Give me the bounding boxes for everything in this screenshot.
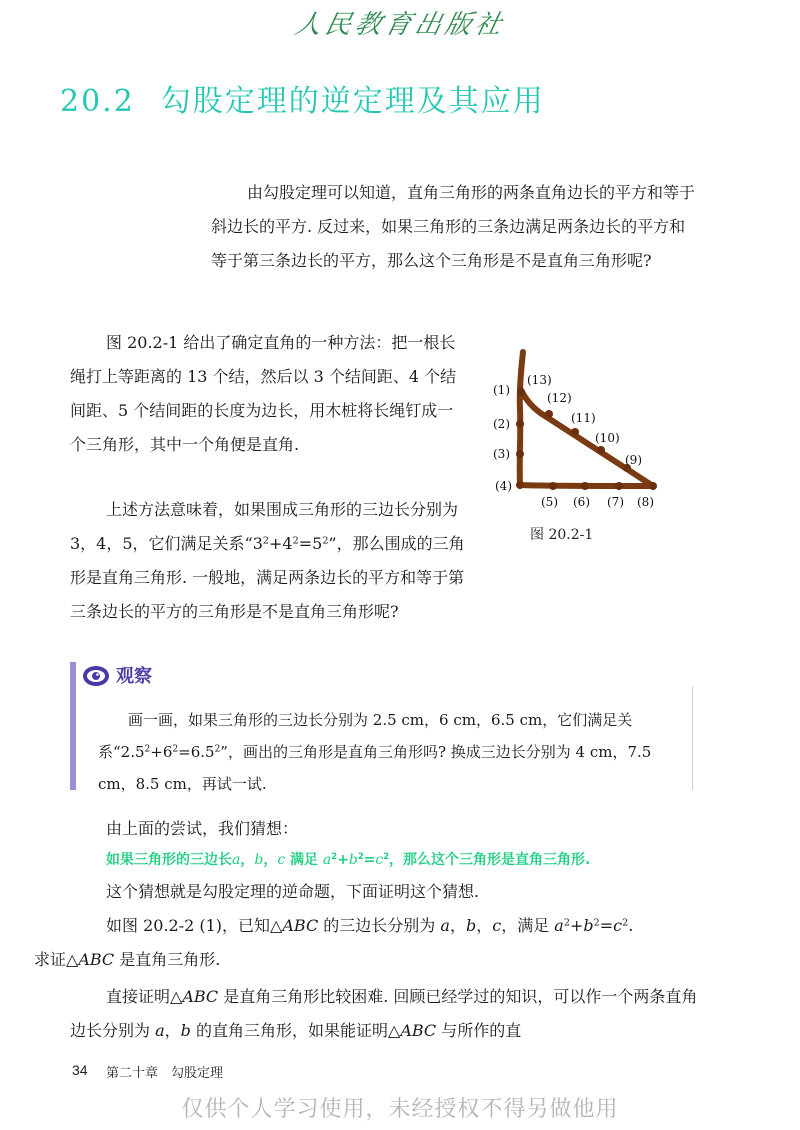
paragraph-converse: 这个猜想就是勾股定理的逆命题，下面证明这个猜想. [106, 882, 480, 901]
observe-right-rule [692, 686, 693, 790]
publisher-logo: 人民教育出版社 [292, 10, 509, 40]
knot-label-12: (12) [547, 391, 572, 405]
conjecture-statement: 如果三角形的三边长a，b，c 满足 $a^2+b^2=c^2$，那么这个三角形是直角三角形. [106, 850, 591, 868]
knot-label-8: (8) [637, 495, 654, 509]
paragraph-conjecture-intro: 由上面的尝试，我们猜想： [106, 819, 299, 838]
figure-caption: 图 20.2-1 [530, 527, 594, 543]
knot-label-1: (1) [493, 383, 510, 397]
knot-label-7: (7) [607, 495, 624, 509]
knot-label-4: (4) [495, 479, 512, 493]
paragraph-proof-approach: 直接证明△ABC 是直角三角形比较困难. 回顾已经学过的知识，可以作一个两条直角边长分别为 a，b 的直角三角形，如果能证明△ABC 与所作的直 [70, 987, 698, 1040]
section-heading [60, 76, 545, 120]
page-number: 34 [72, 1062, 88, 1078]
knot-label-13: (13) [527, 373, 552, 387]
chapter-label: 第二十章 勾股定理 [106, 1066, 224, 1081]
observe-body: 画一画，如果三角形的三边长分别为 2.5 cm，6 cm，6.5 cm，它们满足关系“$2.5^2+6^2=6.5^2$”，画出的三角形是直角三角形吗? 换成三边长分别为 4 cm，7.5 cm，8.5 cm，再试一试. [98, 711, 652, 793]
knot-label-3: (3) [493, 447, 510, 461]
watermark: 仅供个人学习使用，未经授权不得另做他用 [181, 1097, 619, 1122]
intro-paragraph: 由勾股定理可以知道，直角三角形的两条直角边长的平方和等于斜边长的平方. 反过来，如果三角形的三条边满足两条边长的平方和等于第三条边长的平方，那么这个三角形是不是直角三角形呢? [211, 183, 696, 270]
section-number: 20.2 [60, 84, 135, 119]
knot-label-6: (6) [573, 495, 590, 509]
observe-accent-bar [70, 662, 76, 790]
knot-label-5: (5) [541, 495, 558, 509]
paragraph-345: 上述方法意味着，如果围成三角形的三边长分别为 3，4，5，它们满足关系“$3^2+4^2=5^2$”，那么围成的三角形是直角三角形. 一般地，满足两条边长的平方和等于第三条边长的平方的三角形是不是直角三角形呢? [70, 500, 465, 621]
knot-label-9: (9) [625, 453, 642, 467]
paragraph-given: 如图 20.2-2 (1)，已知△ABC 的三边长分别为 a，b，c，满足 $a^2+b^2=c^2$. 求证△ABC 是直角三角形. [34, 916, 634, 969]
rope-triangle-figure [485, 340, 675, 515]
paragraph-rope-method: 图 20.2-1 给出了确定直角的一种方法：把一根长绳打上等距离的 13 个结，然后以 3 个结间距、4 个结间距、5 个结间距的长度为边长，用木桩将长绳钉成一个三角形，其中一个角便是直角. [70, 333, 457, 454]
knot-label-2: (2) [493, 417, 510, 431]
knot-label-10: (10) [595, 431, 620, 445]
observe-title: 观察 [116, 666, 152, 687]
section-title: 勾股定理的逆定理及其应用 [160, 84, 545, 119]
knot-label-11: (11) [571, 411, 596, 425]
eye-icon [82, 664, 110, 688]
